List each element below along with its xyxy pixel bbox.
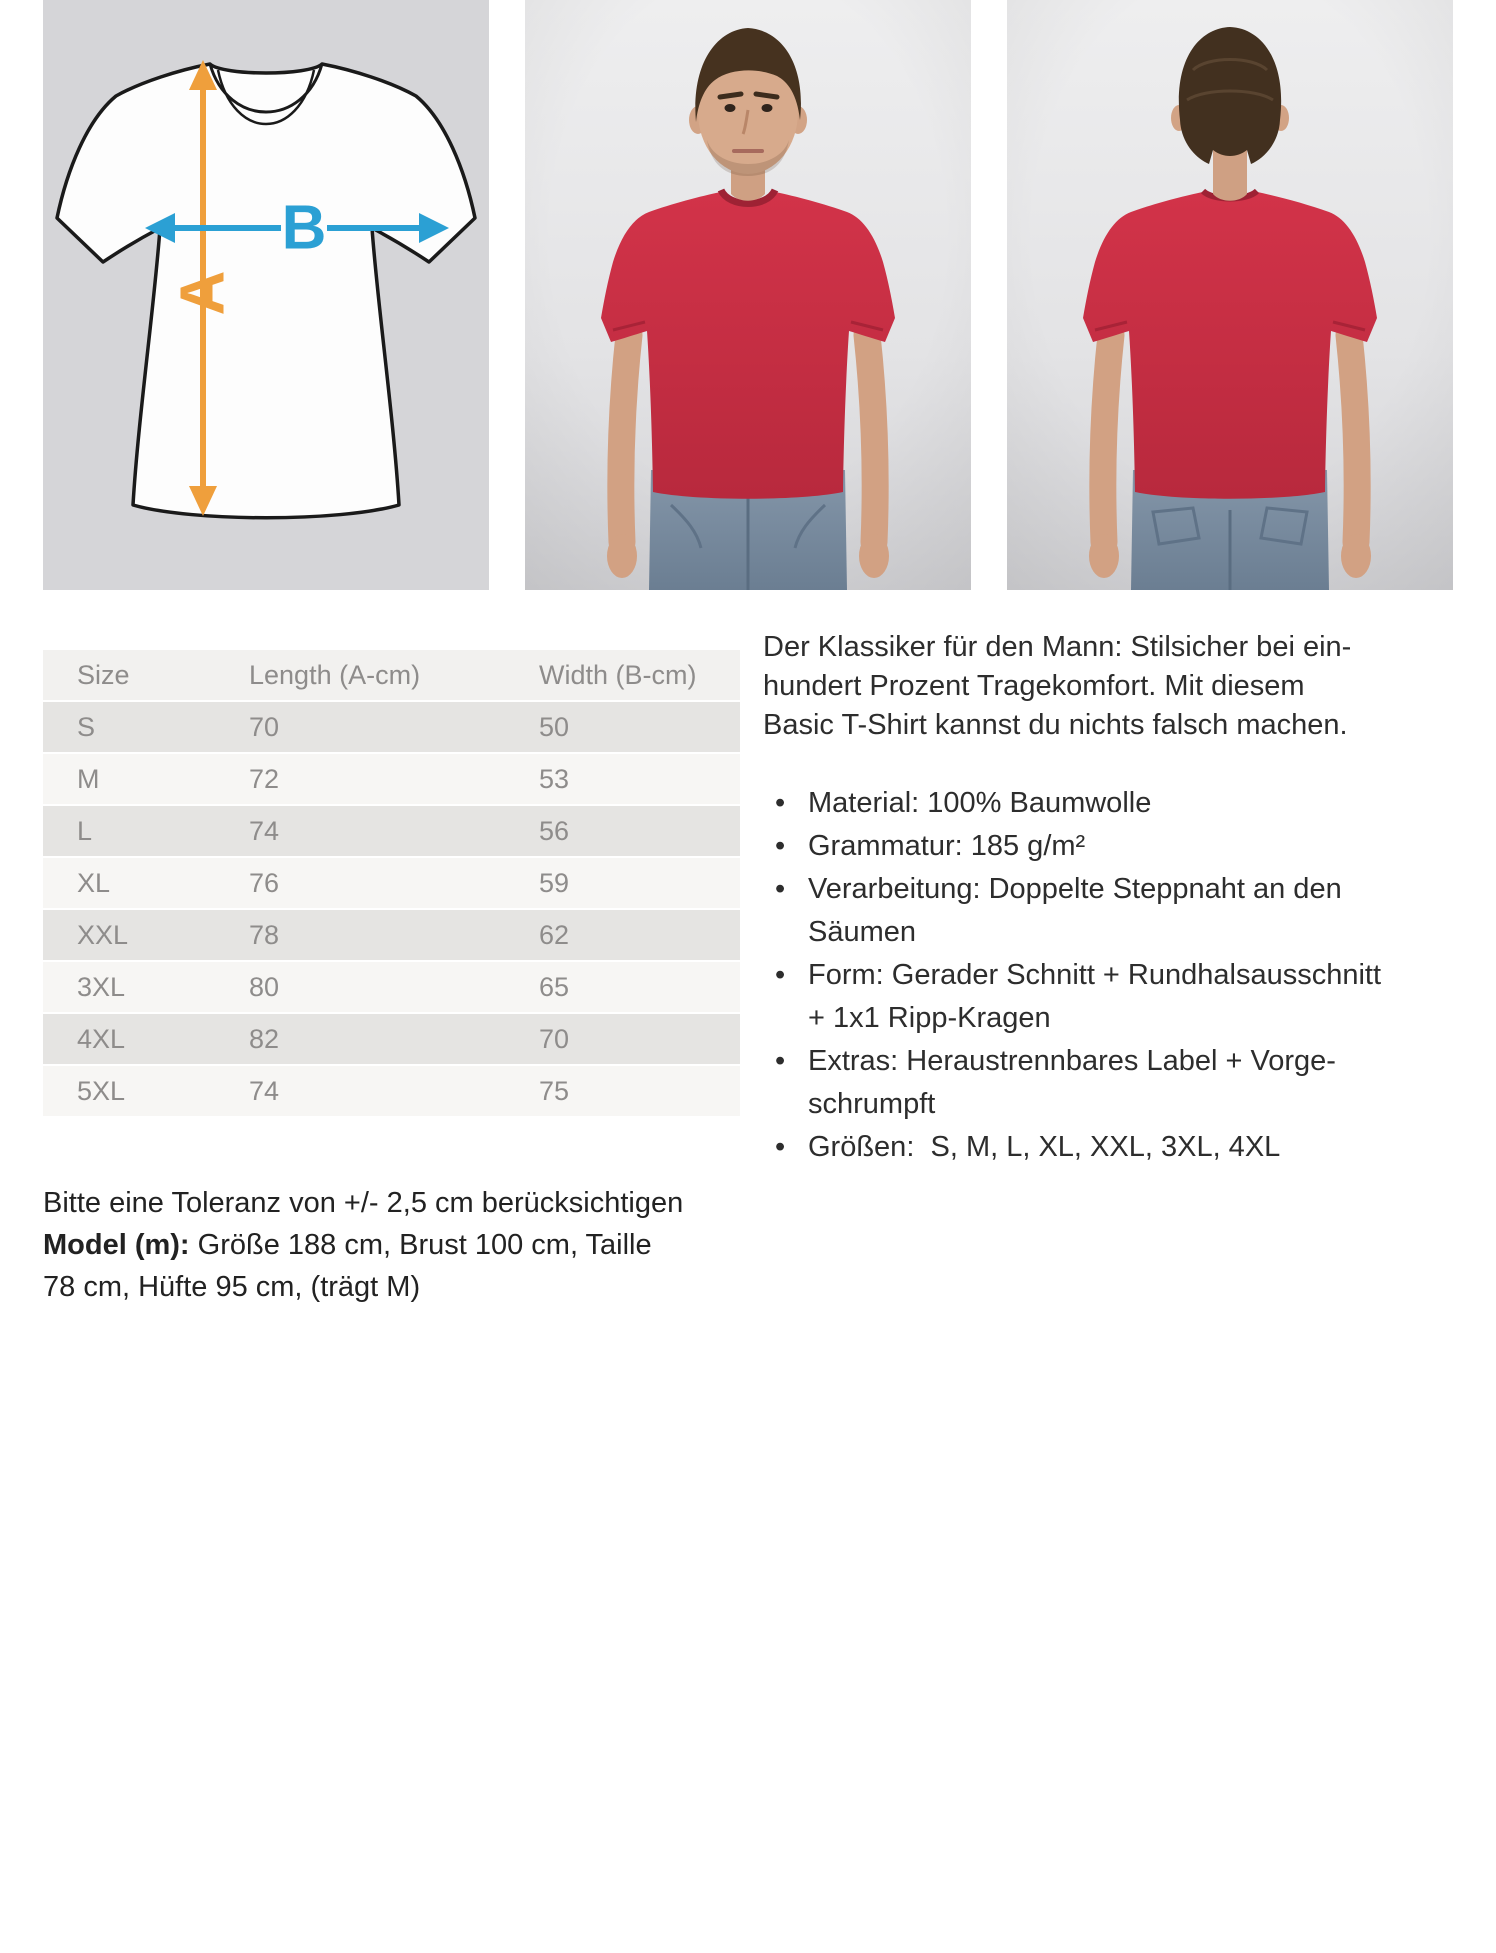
width-cell: 65 bbox=[539, 971, 570, 1002]
spec-text: Säumen bbox=[808, 916, 917, 948]
length-cell: 74 bbox=[249, 1075, 280, 1106]
size-cell: 3XL bbox=[77, 971, 126, 1002]
col-header-size: Size bbox=[77, 659, 130, 690]
left-eye bbox=[725, 104, 736, 112]
spec-bullet-item-verarbeitung bbox=[763, 868, 1483, 954]
bullet-dot-icon: • bbox=[775, 873, 786, 905]
length-cell: 74 bbox=[249, 815, 280, 846]
width-cell: 56 bbox=[539, 815, 570, 846]
model-note-text: Größe 188 cm, Brust 100 cm, Taille bbox=[189, 1229, 652, 1261]
table-row bbox=[43, 754, 740, 804]
bullet-dot-icon: • bbox=[775, 959, 786, 991]
description-paragraph bbox=[763, 628, 1483, 745]
spec-text: schrumpft bbox=[808, 1088, 936, 1120]
size-cell: 4XL bbox=[77, 1023, 126, 1054]
model-front-figure bbox=[525, 0, 971, 590]
spec-bullet-list bbox=[763, 782, 1483, 1169]
length-cell: 70 bbox=[249, 711, 280, 742]
width-cell: 70 bbox=[539, 1023, 570, 1054]
length-cell: 72 bbox=[249, 763, 280, 794]
width-cell: 50 bbox=[539, 711, 570, 742]
length-cell: 78 bbox=[249, 919, 280, 950]
model-front-photo bbox=[525, 0, 971, 590]
spec-bullet-item-extras bbox=[763, 1040, 1483, 1126]
bullet-dot-icon: • bbox=[775, 1045, 786, 1077]
table-row bbox=[43, 962, 740, 1012]
spec-bullet-item-material bbox=[763, 782, 1483, 825]
width-cell: 59 bbox=[539, 867, 570, 898]
size-cell: L bbox=[77, 815, 93, 846]
spec-bullet-item-groessen bbox=[763, 1126, 1483, 1169]
spec-text: Verarbeitung: Doppelte Steppnaht an den bbox=[808, 873, 1342, 905]
table-row bbox=[43, 1066, 740, 1116]
length-cell: 76 bbox=[249, 867, 280, 898]
bullet-dot-icon: • bbox=[775, 787, 786, 819]
table-header-row bbox=[43, 650, 740, 700]
spec-text: + 1x1 Ripp-Kragen bbox=[808, 1002, 1051, 1034]
spec-text: Form: Gerader Schnitt + Rundhalsausschnitt bbox=[808, 959, 1382, 991]
table-row bbox=[43, 910, 740, 960]
table-row bbox=[43, 1014, 740, 1064]
table-row bbox=[43, 702, 740, 752]
right-eye bbox=[762, 104, 773, 112]
width-cell: 75 bbox=[539, 1075, 570, 1106]
bullet-dot-icon: • bbox=[775, 830, 786, 862]
spec-text: Material: 100% Baumwolle bbox=[808, 787, 1152, 819]
tshirt-measurement-diagram bbox=[43, 0, 489, 590]
model-back-photo bbox=[1007, 0, 1453, 590]
size-diagram-image bbox=[43, 0, 489, 590]
col-header-width: Width (B-cm) bbox=[539, 659, 697, 690]
size-cell: XXL bbox=[77, 919, 129, 950]
width-cell: 53 bbox=[539, 763, 570, 794]
spec-bullet-item-form bbox=[763, 954, 1483, 1040]
spec-bullet-item-grammatur bbox=[763, 825, 1483, 868]
description-line: Basic T-Shirt kannst du nichts falsch machen. bbox=[763, 709, 1348, 741]
product-description bbox=[763, 628, 1483, 1169]
size-cell: M bbox=[77, 763, 100, 794]
width-label: B bbox=[281, 193, 327, 263]
spec-text: Größen: S, M, L, XL, XXL, 3XL, 4XL bbox=[808, 1131, 1281, 1163]
size-chart-table bbox=[43, 648, 740, 1118]
description-line: hundert Prozent Tragekomfort. Mit diesem bbox=[763, 670, 1305, 702]
table-row bbox=[43, 806, 740, 856]
model-back-figure bbox=[1007, 0, 1453, 590]
table-row bbox=[43, 858, 740, 908]
length-cell: 82 bbox=[249, 1023, 280, 1054]
model-note-label: Model (m): bbox=[43, 1229, 190, 1261]
tolerance-note: Bitte eine Toleranz von +/- 2,5 cm berücksichtigen bbox=[43, 1187, 684, 1219]
measurement-notes bbox=[43, 1182, 683, 1308]
width-cell: 62 bbox=[539, 919, 570, 950]
spec-text: Grammatur: 185 g/m² bbox=[808, 830, 1086, 862]
bullet-dot-icon: • bbox=[775, 1131, 786, 1163]
length-cell: 80 bbox=[249, 971, 280, 1002]
col-header-length: Length (A-cm) bbox=[249, 659, 421, 690]
description-line: Der Klassiker für den Mann: Stilsicher bei ein- bbox=[763, 631, 1352, 663]
size-cell: 5XL bbox=[77, 1075, 126, 1106]
size-cell: XL bbox=[77, 867, 111, 898]
size-cell: S bbox=[77, 711, 96, 742]
model-measurements-note-continued: 78 cm, Hüfte 95 cm, (trägt M) bbox=[43, 1271, 421, 1303]
length-label: A bbox=[168, 270, 238, 316]
model-measurements-note bbox=[43, 1224, 683, 1266]
spec-text: Extras: Heraustrennbares Label + Vorge- bbox=[808, 1045, 1336, 1077]
